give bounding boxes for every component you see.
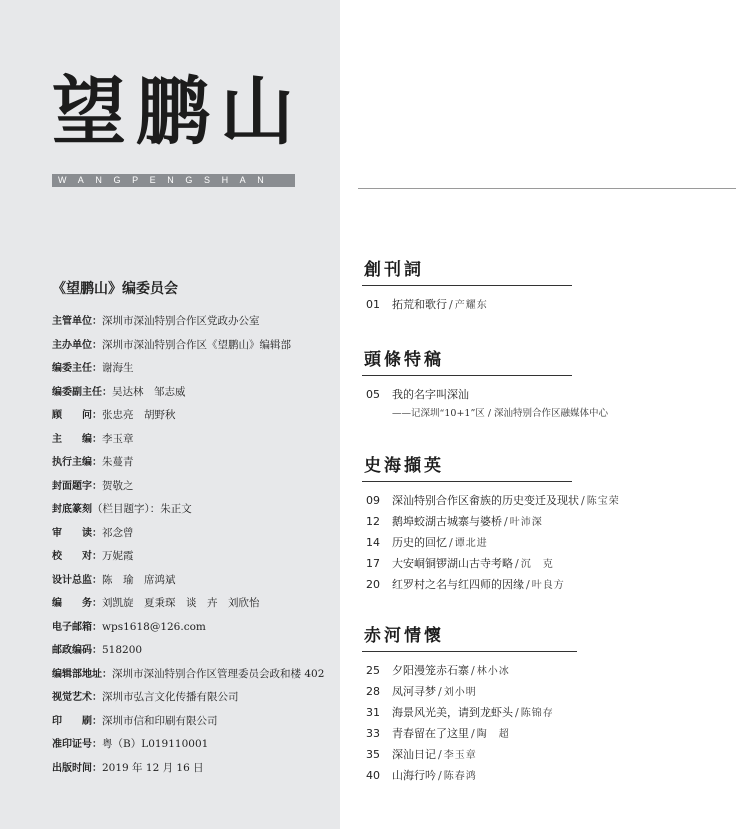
toc-entry[interactable] bbox=[362, 294, 572, 315]
committee-row-label: 视觉艺术： bbox=[52, 692, 102, 703]
toc-entry[interactable] bbox=[362, 511, 620, 532]
committee-row-label: 电子邮箱： bbox=[52, 621, 102, 633]
toc-page-number: 25 bbox=[366, 664, 380, 677]
committee-row-value: 陈 瑜 席鸿斌 bbox=[102, 573, 176, 586]
toc-page-number: 14 bbox=[366, 536, 380, 549]
toc-entry-list bbox=[362, 384, 608, 423]
committee-row bbox=[52, 617, 337, 641]
toc-author: 叶良方 bbox=[531, 580, 565, 591]
committee-row-value: 张忠亮 胡野秋 bbox=[102, 409, 176, 421]
toc-separator: / bbox=[504, 515, 508, 528]
pinyin-banner: WANGPENGSHAN bbox=[52, 174, 295, 187]
toc-page-number: 35 bbox=[366, 748, 380, 761]
committee-title: 《望鹏山》编委员会 bbox=[52, 281, 178, 297]
committee-row-value: 深圳市深汕特别合作区党政办公室 bbox=[102, 315, 260, 327]
committee-row bbox=[52, 311, 337, 335]
logo-text: 望鹏山 bbox=[52, 69, 304, 155]
committee-row-label: 封面题字： bbox=[52, 480, 102, 492]
committee-row-value: 2019 年 12 月 16 日 bbox=[102, 761, 204, 774]
committee-row-value: 朱蔓青 bbox=[102, 456, 134, 468]
toc-page-number: 01 bbox=[366, 298, 380, 311]
toc-entry[interactable] bbox=[362, 723, 577, 744]
committee-row-label: 印 刷： bbox=[52, 715, 102, 727]
committee-row-value: 吴达林 邹志威 bbox=[112, 385, 186, 398]
toc-article-title: 大安峒铜锣湖山古寺考略 bbox=[392, 557, 513, 570]
toc-section bbox=[362, 624, 577, 786]
committee-row bbox=[52, 523, 337, 547]
toc-separator: / bbox=[449, 536, 453, 549]
toc-separator: / bbox=[438, 769, 442, 782]
committee-row bbox=[52, 593, 337, 617]
masthead-logo bbox=[52, 62, 302, 162]
committee-row bbox=[52, 382, 337, 406]
toc-separator: / bbox=[438, 685, 442, 698]
committee-row-value: 李玉章 bbox=[102, 432, 134, 445]
toc-article-title: 夕阳漫笼赤石寨 bbox=[392, 664, 469, 677]
committee-row-label: 编 务： bbox=[52, 598, 102, 609]
committee-row-value: 刘凯旋 夏秉琛 谈 卉 刘欣怡 bbox=[102, 597, 260, 609]
toc-entry[interactable] bbox=[362, 574, 620, 595]
toc-article-title: 凤河寻梦 bbox=[392, 685, 436, 698]
right-panel bbox=[340, 0, 736, 829]
toc-entry[interactable] bbox=[362, 384, 608, 405]
committee-row-label: 主 编： bbox=[52, 433, 102, 445]
toc-author: 刘小明 bbox=[443, 687, 477, 698]
committee-row bbox=[52, 734, 337, 758]
toc-page-number: 05 bbox=[366, 388, 380, 401]
toc-separator: / bbox=[515, 706, 519, 719]
toc-entry-list bbox=[362, 294, 572, 315]
toc-subtitle: ——记深圳“10+1”区 / 深汕特别合作区融媒体中心 bbox=[392, 408, 609, 419]
toc-page-number: 12 bbox=[366, 515, 380, 528]
toc-article-title: 红罗村之名与红四师的因缘 bbox=[392, 578, 524, 591]
committee-row-label: 审 读： bbox=[52, 527, 102, 539]
toc-author: 李玉章 bbox=[443, 750, 477, 761]
committee-row-label: 出版时间： bbox=[52, 762, 102, 774]
committee-row-value: 深圳市弘言文化传播有限公司 bbox=[102, 691, 239, 703]
toc-section bbox=[362, 454, 620, 595]
committee-row-value: 深圳市深汕特别合作区《望鹏山》编辑部 bbox=[102, 338, 291, 351]
toc-section bbox=[362, 258, 572, 315]
committee-row-label: 主管单位： bbox=[52, 316, 102, 327]
committee-row-value: （栏目题字）：朱正文 bbox=[92, 503, 192, 515]
committee-row-value: 518200 bbox=[102, 644, 143, 656]
toc-article-title: 山海行吟 bbox=[392, 769, 436, 782]
committee-row bbox=[52, 640, 337, 664]
toc-article-title: 深汕日记 bbox=[392, 748, 436, 761]
toc-separator: / bbox=[449, 298, 453, 311]
toc-article-title: 我的名字叫深汕 bbox=[392, 388, 469, 401]
committee-row bbox=[52, 664, 337, 688]
toc-page-number: 40 bbox=[366, 769, 380, 782]
left-panel bbox=[0, 0, 340, 829]
toc-entry-list bbox=[362, 490, 620, 595]
toc-entry[interactable] bbox=[362, 765, 577, 786]
toc-author: 陈春鸿 bbox=[443, 771, 477, 782]
committee-row-value: 贺敬之 bbox=[102, 479, 134, 492]
toc-page-number: 33 bbox=[366, 727, 380, 740]
committee-row-label: 设计总监： bbox=[52, 574, 102, 586]
committee-row-value: 深圳市信和印刷有限公司 bbox=[102, 714, 218, 727]
toc-separator: / bbox=[471, 727, 475, 740]
toc-section-rule bbox=[362, 481, 572, 482]
committee-row-label: 准印证号： bbox=[52, 739, 102, 750]
committee-row bbox=[52, 570, 337, 594]
toc-entry[interactable] bbox=[362, 702, 577, 723]
committee-row bbox=[52, 711, 337, 735]
toc-author: 谭北进 bbox=[454, 538, 488, 549]
toc-article-title: 青春留在了这里 bbox=[392, 727, 469, 740]
committee-row bbox=[52, 335, 337, 359]
toc-author: 陈宝荣 bbox=[586, 496, 620, 507]
committee-row-label: 编委副主任： bbox=[52, 386, 112, 398]
committee-row-label: 校 对： bbox=[52, 551, 102, 562]
toc-page-number: 28 bbox=[366, 685, 380, 698]
toc-separator: / bbox=[581, 494, 585, 507]
toc-entry[interactable] bbox=[362, 532, 620, 553]
toc-entry[interactable] bbox=[362, 681, 577, 702]
committee-row bbox=[52, 358, 337, 382]
committee-row-value: 万妮霞 bbox=[102, 550, 134, 562]
toc-separator: / bbox=[515, 557, 519, 570]
toc-author: 产耀东 bbox=[454, 300, 488, 311]
toc-entry[interactable] bbox=[362, 744, 577, 765]
toc-entry-list bbox=[362, 660, 577, 786]
committee-row-label: 编委主任： bbox=[52, 363, 102, 374]
toc-section bbox=[362, 348, 608, 423]
committee-row bbox=[52, 758, 337, 782]
toc-article-title: 深汕特别合作区畲族的历史变迁及现状 bbox=[392, 494, 579, 507]
toc-separator: / bbox=[526, 578, 530, 591]
toc-section-title: 史海擷英 bbox=[364, 456, 444, 476]
toc-separator: / bbox=[471, 664, 475, 677]
committee-row bbox=[52, 429, 337, 453]
committee-row-label: 封底篆刻 bbox=[52, 504, 92, 515]
toc-page-number: 09 bbox=[366, 494, 380, 507]
committee-row-value: 谢海生 bbox=[102, 362, 134, 374]
committee-row-label: 顾 问： bbox=[52, 410, 102, 421]
toc-author: 林小冰 bbox=[476, 666, 510, 677]
committee-row-label: 主办单位： bbox=[52, 339, 102, 351]
toc-entry[interactable] bbox=[362, 490, 620, 511]
toc-entry[interactable] bbox=[362, 660, 577, 681]
toc-article-title: 拓荒和歌行 bbox=[392, 298, 447, 311]
toc-author: 陈锦存 bbox=[520, 708, 554, 719]
toc-section-title: 創刊詞 bbox=[364, 260, 424, 280]
toc-article-title: 历史的回忆 bbox=[392, 536, 447, 549]
toc-author: 陶 超 bbox=[476, 729, 510, 740]
committee-row bbox=[52, 499, 337, 523]
toc-page-number: 20 bbox=[366, 578, 380, 591]
committee-row-value: 祁念曾 bbox=[102, 526, 134, 539]
toc-section-rule bbox=[362, 285, 572, 286]
committee-row bbox=[52, 546, 337, 570]
committee-row-label: 邮政编码： bbox=[52, 645, 102, 656]
committee-row-label: 编辑部地址： bbox=[52, 668, 112, 680]
toc-author: 沉 克 bbox=[520, 559, 554, 570]
committee-row bbox=[52, 687, 337, 711]
toc-page-number: 31 bbox=[366, 706, 380, 719]
committee-row bbox=[52, 405, 337, 429]
toc-separator: / bbox=[438, 748, 442, 761]
toc-section-rule bbox=[362, 651, 577, 652]
committee-row bbox=[52, 476, 337, 500]
toc-section-rule bbox=[362, 375, 572, 376]
toc-page-number: 17 bbox=[366, 557, 380, 570]
committee-row-label: 执行主编： bbox=[52, 457, 102, 468]
committee-row-value: 深圳市深汕特别合作区管理委员会政和楼 402 bbox=[112, 667, 325, 680]
committee-list bbox=[52, 311, 337, 781]
committee-row bbox=[52, 452, 337, 476]
top-divider bbox=[358, 188, 736, 189]
toc-section-title: 頭條特稿 bbox=[364, 350, 444, 370]
toc-section-title: 赤河情懷 bbox=[364, 626, 444, 646]
committee-row-value: wps1618@126.com bbox=[102, 620, 206, 633]
toc-entry[interactable] bbox=[362, 553, 620, 574]
toc-article-title: 海景风光美，请到龙虾头 bbox=[392, 706, 513, 719]
toc-article-title: 鹅埠蛟湖古城寨与婆桥 bbox=[392, 515, 502, 528]
committee-row-value: 粤（B）L019110001 bbox=[102, 738, 209, 750]
toc-author: 叶沛深 bbox=[509, 517, 543, 528]
